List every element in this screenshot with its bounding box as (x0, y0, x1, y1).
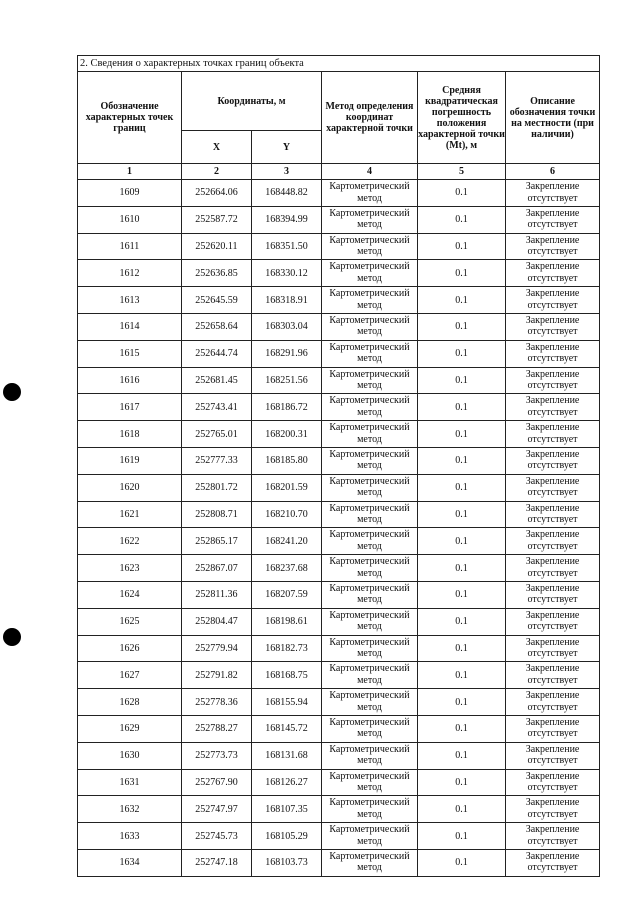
table-row (78, 796, 600, 823)
y-coordinate-cell: 168448.82 (252, 180, 322, 207)
point-number-cell: 1628 (78, 689, 182, 716)
error-cell: 0.1 (418, 769, 506, 796)
method-cell: Картометрический метод (322, 367, 418, 394)
x-coordinate-cell: 252808.71 (182, 501, 252, 528)
table-row (78, 501, 600, 528)
method-cell: Картометрический метод (322, 769, 418, 796)
y-coordinate-cell: 168200.31 (252, 421, 322, 448)
table-row (78, 715, 600, 742)
error-cell: 0.1 (418, 849, 506, 876)
x-coordinate-cell: 252747.97 (182, 796, 252, 823)
method-cell: Картометрический метод (322, 260, 418, 287)
error-cell: 0.1 (418, 528, 506, 555)
method-cell: Картометрический метод (322, 501, 418, 528)
method-cell: Картометрический метод (322, 796, 418, 823)
description-cell: Закрепление отсутствует (506, 742, 600, 769)
x-coordinate-cell: 252645.59 (182, 287, 252, 314)
x-coordinate-cell: 252867.07 (182, 555, 252, 582)
point-number-cell: 1613 (78, 287, 182, 314)
x-coordinate-cell: 252779.94 (182, 635, 252, 662)
description-cell: Закрепление отсутствует (506, 260, 600, 287)
header-point-designation: Обозначение характерных точек границ (78, 72, 182, 164)
x-coordinate-cell: 252788.27 (182, 715, 252, 742)
point-number-cell: 1623 (78, 555, 182, 582)
x-coordinate-cell: 252804.47 (182, 608, 252, 635)
x-coordinate-cell: 252664.06 (182, 180, 252, 207)
y-coordinate-cell: 168155.94 (252, 689, 322, 716)
x-coordinate-cell: 252791.82 (182, 662, 252, 689)
y-coordinate-cell: 168394.99 (252, 206, 322, 233)
y-coordinate-cell: 168103.73 (252, 849, 322, 876)
method-cell: Картометрический метод (322, 394, 418, 421)
y-coordinate-cell: 168237.68 (252, 555, 322, 582)
y-coordinate-cell: 168182.73 (252, 635, 322, 662)
method-cell: Картометрический метод (322, 581, 418, 608)
binder-hole-bottom (3, 628, 21, 646)
table-row (78, 180, 600, 207)
method-cell: Картометрический метод (322, 340, 418, 367)
method-cell: Картометрический метод (322, 421, 418, 448)
header-method: Метод определения координат характерной точки (322, 72, 418, 164)
error-cell: 0.1 (418, 796, 506, 823)
table-row (78, 769, 600, 796)
point-number-cell: 1625 (78, 608, 182, 635)
y-coordinate-cell: 168241.20 (252, 528, 322, 555)
description-cell: Закрепление отсутствует (506, 313, 600, 340)
point-number-cell: 1630 (78, 742, 182, 769)
table-row (78, 528, 600, 555)
error-cell: 0.1 (418, 287, 506, 314)
table-row (78, 313, 600, 340)
header-x: X (182, 131, 252, 164)
point-number-cell: 1615 (78, 340, 182, 367)
point-number-cell: 1612 (78, 260, 182, 287)
point-number-cell: 1614 (78, 313, 182, 340)
error-cell: 0.1 (418, 260, 506, 287)
method-cell: Картометрический метод (322, 635, 418, 662)
method-cell: Картометрический метод (322, 528, 418, 555)
x-coordinate-cell: 252747.18 (182, 849, 252, 876)
table-row (78, 233, 600, 260)
error-cell: 0.1 (418, 635, 506, 662)
point-number-cell: 1616 (78, 367, 182, 394)
table-row (78, 555, 600, 582)
error-cell: 0.1 (418, 581, 506, 608)
y-coordinate-cell: 168145.72 (252, 715, 322, 742)
method-cell: Картометрический метод (322, 555, 418, 582)
point-number-cell: 1622 (78, 528, 182, 555)
point-number-cell: 1609 (78, 180, 182, 207)
column-number: 1 (78, 164, 182, 180)
table-row (78, 260, 600, 287)
x-coordinate-cell: 252620.11 (182, 233, 252, 260)
x-coordinate-cell: 252745.73 (182, 823, 252, 850)
x-coordinate-cell: 252658.64 (182, 313, 252, 340)
section-title: 2. Сведения о характерных точках границ объекта (78, 56, 600, 72)
y-coordinate-cell: 168186.72 (252, 394, 322, 421)
point-number-cell: 1633 (78, 823, 182, 850)
x-coordinate-cell: 252773.73 (182, 742, 252, 769)
table-row (78, 689, 600, 716)
description-cell: Закрепление отсутствует (506, 796, 600, 823)
table-row (78, 823, 600, 850)
x-coordinate-cell: 252801.72 (182, 474, 252, 501)
y-coordinate-cell: 168318.91 (252, 287, 322, 314)
error-cell: 0.1 (418, 206, 506, 233)
method-cell: Картометрический метод (322, 742, 418, 769)
error-cell: 0.1 (418, 421, 506, 448)
point-number-cell: 1632 (78, 796, 182, 823)
y-coordinate-cell: 168291.96 (252, 340, 322, 367)
method-cell: Картометрический метод (322, 715, 418, 742)
y-coordinate-cell: 168251.56 (252, 367, 322, 394)
y-coordinate-cell: 168131.68 (252, 742, 322, 769)
x-coordinate-cell: 252778.36 (182, 689, 252, 716)
description-cell: Закрепление отсутствует (506, 340, 600, 367)
description-cell: Закрепление отсутствует (506, 367, 600, 394)
column-number: 6 (506, 164, 600, 180)
x-coordinate-cell: 252811.36 (182, 581, 252, 608)
point-number-cell: 1610 (78, 206, 182, 233)
y-coordinate-cell: 168107.35 (252, 796, 322, 823)
point-number-cell: 1618 (78, 421, 182, 448)
error-cell: 0.1 (418, 689, 506, 716)
column-number: 3 (252, 164, 322, 180)
method-cell: Картометрический метод (322, 689, 418, 716)
x-coordinate-cell: 252743.41 (182, 394, 252, 421)
description-cell: Закрепление отсутствует (506, 689, 600, 716)
y-coordinate-cell: 168303.04 (252, 313, 322, 340)
error-cell: 0.1 (418, 233, 506, 260)
table-row (78, 474, 600, 501)
method-cell: Картометрический метод (322, 287, 418, 314)
table-row (78, 421, 600, 448)
table-row (78, 394, 600, 421)
description-cell: Закрепление отсутствует (506, 823, 600, 850)
table-row (78, 608, 600, 635)
error-cell: 0.1 (418, 340, 506, 367)
error-cell: 0.1 (418, 367, 506, 394)
point-number-cell: 1619 (78, 447, 182, 474)
description-cell: Закрепление отсутствует (506, 662, 600, 689)
error-cell: 0.1 (418, 662, 506, 689)
y-coordinate-cell: 168207.59 (252, 581, 322, 608)
x-coordinate-cell: 252681.45 (182, 367, 252, 394)
x-coordinate-cell: 252767.90 (182, 769, 252, 796)
description-cell: Закрепление отсутствует (506, 206, 600, 233)
y-coordinate-cell: 168351.50 (252, 233, 322, 260)
description-cell: Закрепление отсутствует (506, 635, 600, 662)
table-row (78, 206, 600, 233)
point-number-cell: 1611 (78, 233, 182, 260)
table-row (78, 581, 600, 608)
table-row (78, 662, 600, 689)
table-row (78, 849, 600, 876)
header-y: Y (252, 131, 322, 164)
error-cell: 0.1 (418, 742, 506, 769)
point-number-cell: 1617 (78, 394, 182, 421)
error-cell: 0.1 (418, 474, 506, 501)
y-coordinate-cell: 168201.59 (252, 474, 322, 501)
point-number-cell: 1620 (78, 474, 182, 501)
y-coordinate-cell: 168185.80 (252, 447, 322, 474)
error-cell: 0.1 (418, 823, 506, 850)
y-coordinate-cell: 168198.61 (252, 608, 322, 635)
error-cell: 0.1 (418, 715, 506, 742)
error-cell: 0.1 (418, 501, 506, 528)
method-cell: Картометрический метод (322, 313, 418, 340)
point-number-cell: 1634 (78, 849, 182, 876)
error-cell: 0.1 (418, 608, 506, 635)
header-description: Описание обозначения точки на местности (при наличии) (506, 72, 600, 164)
point-number-cell: 1626 (78, 635, 182, 662)
description-cell: Закрепление отсутствует (506, 849, 600, 876)
method-cell: Картометрический метод (322, 447, 418, 474)
binder-hole-top (3, 383, 21, 401)
error-cell: 0.1 (418, 180, 506, 207)
method-cell: Картометрический метод (322, 662, 418, 689)
description-cell: Закрепление отсутствует (506, 581, 600, 608)
error-cell: 0.1 (418, 555, 506, 582)
x-coordinate-cell: 252587.72 (182, 206, 252, 233)
y-coordinate-cell: 168105.29 (252, 823, 322, 850)
x-coordinate-cell: 252777.33 (182, 447, 252, 474)
boundary-points-table (77, 55, 600, 877)
description-cell: Закрепление отсутствует (506, 528, 600, 555)
description-cell: Закрепление отсутствует (506, 421, 600, 448)
x-coordinate-cell: 252644.74 (182, 340, 252, 367)
column-number: 4 (322, 164, 418, 180)
method-cell: Картометрический метод (322, 474, 418, 501)
table-row (78, 447, 600, 474)
y-coordinate-cell: 168126.27 (252, 769, 322, 796)
error-cell: 0.1 (418, 313, 506, 340)
description-cell: Закрепление отсутствует (506, 555, 600, 582)
point-number-cell: 1627 (78, 662, 182, 689)
table-row (78, 340, 600, 367)
description-cell: Закрепление отсутствует (506, 394, 600, 421)
x-coordinate-cell: 252865.17 (182, 528, 252, 555)
table-row (78, 742, 600, 769)
column-number: 5 (418, 164, 506, 180)
x-coordinate-cell: 252636.85 (182, 260, 252, 287)
point-number-cell: 1621 (78, 501, 182, 528)
table-body (78, 180, 600, 877)
point-number-cell: 1624 (78, 581, 182, 608)
description-cell: Закрепление отсутствует (506, 233, 600, 260)
column-number: 2 (182, 164, 252, 180)
error-cell: 0.1 (418, 394, 506, 421)
description-cell: Закрепление отсутствует (506, 180, 600, 207)
header-error: Средняя квадратическая погрешность положения характерной точки (Mt), м (418, 72, 506, 164)
method-cell: Картометрический метод (322, 608, 418, 635)
y-coordinate-cell: 168210.70 (252, 501, 322, 528)
table-row (78, 635, 600, 662)
method-cell: Картометрический метод (322, 206, 418, 233)
y-coordinate-cell: 168168.75 (252, 662, 322, 689)
description-cell: Закрепление отсутствует (506, 501, 600, 528)
error-cell: 0.1 (418, 447, 506, 474)
description-cell: Закрепление отсутствует (506, 474, 600, 501)
table-row (78, 367, 600, 394)
method-cell: Картометрический метод (322, 180, 418, 207)
description-cell: Закрепление отсутствует (506, 608, 600, 635)
description-cell: Закрепление отсутствует (506, 447, 600, 474)
x-coordinate-cell: 252765.01 (182, 421, 252, 448)
header-coordinates: Координаты, м (182, 72, 322, 131)
method-cell: Картометрический метод (322, 849, 418, 876)
method-cell: Картометрический метод (322, 233, 418, 260)
y-coordinate-cell: 168330.12 (252, 260, 322, 287)
description-cell: Закрепление отсутствует (506, 287, 600, 314)
description-cell: Закрепление отсутствует (506, 715, 600, 742)
point-number-cell: 1629 (78, 715, 182, 742)
method-cell: Картометрический метод (322, 823, 418, 850)
table-row (78, 287, 600, 314)
point-number-cell: 1631 (78, 769, 182, 796)
description-cell: Закрепление отсутствует (506, 769, 600, 796)
